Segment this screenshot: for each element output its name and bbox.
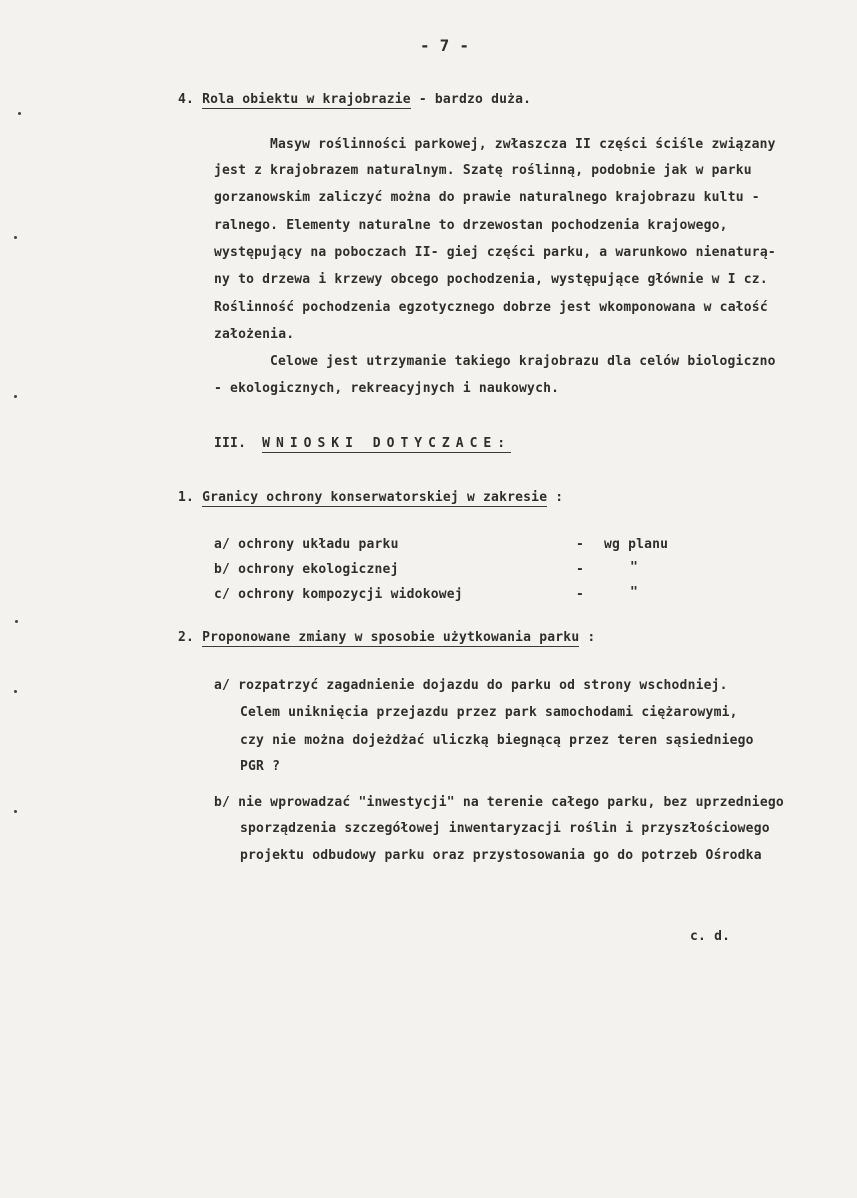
- item-heading-colon: :: [547, 490, 564, 505]
- proposal-line: b/ nie wprowadzać "inwestycji" na terenie całego parku, bez uprzedniego: [214, 795, 784, 810]
- paragraph-line: Masyw roślinności parkowej, zwłaszcza II części ściśle związany: [270, 137, 776, 152]
- scope-row-value: ": [630, 585, 639, 600]
- page-number: - 7 -: [420, 36, 470, 55]
- hole-punch-mark: [14, 810, 17, 813]
- hole-punch-mark: [18, 112, 21, 115]
- scope-row-label: b/ ochrony ekologicznej: [214, 562, 399, 577]
- scope-row-value: ": [630, 560, 639, 575]
- proposal-line: projektu odbudowy parku oraz przystosowania go do potrzeb Ośrodka: [240, 848, 762, 863]
- item-1-heading-line: [178, 490, 563, 505]
- item-number: 2.: [178, 630, 195, 645]
- proposal-line: Celem uniknięcia przejazdu przez park samochodami ciężarowymi,: [240, 705, 738, 720]
- hole-punch-mark: [14, 690, 17, 693]
- item-number: 1.: [178, 490, 195, 505]
- scope-row-value: wg planu: [604, 537, 669, 552]
- section-4-heading-line: [178, 92, 531, 107]
- paragraph-line: założenia.: [214, 327, 295, 342]
- paragraph-line: jest z krajobrazem naturalnym. Szatę roślinną, podobnie jak w parku: [214, 163, 752, 178]
- proposal-line: sporządzenia szczegółowej inwentaryzacji roślin i przyszłościowego: [240, 821, 770, 836]
- section-number: 4.: [178, 92, 195, 107]
- proposal-line: a/ rozpatrzyć zagadnienie dojazdu do parku od strony wschodniej.: [214, 678, 728, 693]
- proposal-line: czy nie można dojeżdżać uliczką biegnącą przez teren sąsiedniego: [240, 733, 754, 748]
- paragraph-line: ralnego. Elementy naturalne to drzewostan pochodzenia krajowego,: [214, 218, 728, 233]
- scope-row-label: a/ ochrony układu parku: [214, 537, 399, 552]
- hole-punch-mark: [14, 395, 17, 398]
- paragraph-line: gorzanowskim zaliczyć można do prawie naturalnego krajobrazu kultu -: [214, 190, 760, 205]
- proposal-line: PGR ?: [240, 759, 281, 774]
- item-heading: Granicy ochrony konserwatorskiej w zakresie: [202, 490, 548, 505]
- scope-row-label: c/ ochrony kompozycji widokowej: [214, 587, 463, 602]
- paragraph-line: Celowe jest utrzymanie takiego krajobrazu dla celów biologiczno: [270, 354, 776, 369]
- continuation-mark: c. d.: [690, 929, 731, 944]
- scope-row-dash: -: [576, 562, 585, 577]
- hole-punch-mark: [14, 236, 17, 239]
- paragraph-line: Roślinność pochodzenia egzotycznego dobrze jest wkomponowana w całość: [214, 300, 768, 315]
- item-heading-colon: :: [579, 630, 596, 645]
- section-heading: WNIOSKI DOTYCZACE:: [262, 436, 512, 451]
- section-value: - bardzo duża.: [410, 92, 532, 107]
- paragraph-line: występujący na poboczach II- giej części parku, a warunkowo nienaturą-: [214, 245, 776, 260]
- item-heading: Proponowane zmiany w sposobie użytkowania parku: [202, 630, 580, 645]
- hole-punch-mark: [15, 620, 18, 623]
- section-heading: Rola obiektu w krajobrazie: [202, 92, 411, 107]
- scope-row-dash: -: [576, 587, 585, 602]
- scope-row-dash: -: [576, 537, 585, 552]
- paragraph-line: ny to drzewa i krzewy obcego pochodzenia, występujące głównie w I cz.: [214, 272, 768, 287]
- section-iii-heading-line: [214, 436, 511, 451]
- paragraph-line: - ekologicznych, rekreacyjnych i naukowych.: [214, 381, 560, 396]
- item-2-heading-line: [178, 630, 595, 645]
- section-number: III.: [214, 436, 247, 451]
